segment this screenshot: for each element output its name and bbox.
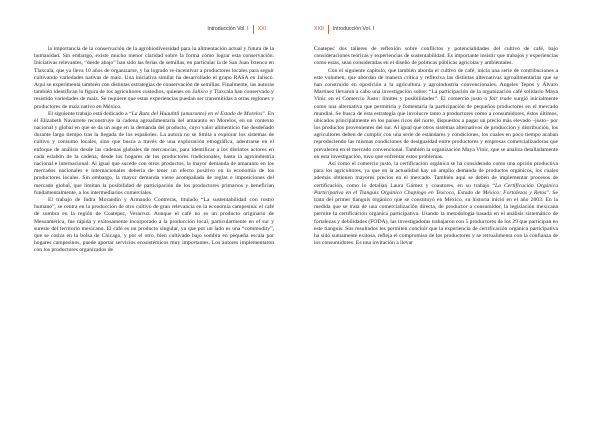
text-run: Coatepec dos talleres de reflexión sobre conflictos y potencialidades del cultivo de café, bajo consideraciones teóricas y experiencias de sustentabilidad. Es importante insistir que trabajos y experiencias como estas, sean consideradas en el diseño de políticas públicas agrícolas y ambientales. [314,46,558,67]
text-run: surgió inicialmente como una alternativa que permitiría y fomentaría la participación de pequeños productores en el mercado mundial. Se busca de esta estrategia que involucre tanto a productores como a consumidores, éstos últimos, ubicados principalmente en los países ricos del norte, dispuestos a pagar un precio más elevado –justo– por los productos provenientes del sur. Al igual que otros sistemas alternativos de producción y distribución, los agricultores deben de cumplir con una serie de estándares y condiciones, los cuales en poco tiempo acaban reproduciendo las mismas condiciones de desigualdad entre productores y empresas comercializadoras que prevalecen en el mercado convencional. También la organización Maya Vinic, que se analiza detalladamente en esta investigación, tuvo que enfrentar estos problemas. [314,96,558,160]
right-body-text [314,46,558,247]
paragraph [314,161,558,247]
page-number: XXI [257,26,266,32]
italic-text: La Certificación Orgánica Participativa en el Tianguis Orgánico Chapingo en Texcoco, Estado de México: Fortalezas y Retos [314,182,558,196]
paragraph [314,46,558,68]
italic-text: Jalisco [192,89,208,96]
text-run: Así como el comercio justo, la certificación orgánica se ha considerado como una opción productiva para los agricultores, ya que en la actualidad hay un amplio demanda de productos orgánicos, los cuales además obtienen mayores precios en el mercado. También aquí se deben de implementar procesos de certificación, como lo detallan Laura Gómez y coautores, en su trabajo “ [314,161,558,189]
text-run: la importancia de la conservación de la agrobiodiversidad para la alimentación actual y futura de la humanidad. Sin embargo, existe mucho menor claridad sobre la forma cómo lograr esta conservación. Iniciativas relevantes, “desde abajo” han sido las ferias de semillas, en particular la de San Juan Ixtenco en Tlaxcala, que ya lleva 10 años de organizarse, y ha logrado re-incentivar a productores locales para seguir cultivando variedades nativas de maíz. Una iniciativa similar ha desarrollado el grupo RASA en Jalisco. Aquí se experimenta también con distintas estrategias de conservación de semillas. Finalmente, las autoras también identifican la figura de los agricultores custodios, quienes en [34,46,274,96]
paragraph [34,111,274,197]
paragraph [34,46,274,111]
paragraph [34,197,274,255]
right-running-head [314,24,374,34]
left-running-head [207,24,266,34]
left-body-text [34,46,274,254]
header-rule [253,25,254,34]
text-run: El trabajo de Indra Morandín y Armando Contreras, titulado “La sustentabilidad con rostro humano”, se centra en la producción de otro cultivo de gran relevancia en la economía campesina: el café de sombra en la región de Coatepec, Veracruz. Aunque el café no es un producto originario de Mesoamérica, fue rápida y exitosamente incorporado a la producción local, particularmente en el sur y sureste del territorio mexicano. El café es un producto singular, ya que por un lado es una “commodity”, que se cotiza en la bolsa de Chicago, y por el otro, bien cultivado bajo sombra en pequeña escala por hogares campesinos, puede aportar servicios ecosistémicos muy importantes. Los autores implementaron con los productores organizados de [34,196,274,254]
paragraph [314,68,558,161]
header-rule [328,25,329,34]
text-run: Con el siguiente capítulo, que también aborda el cultivo de café, inicia una serie de contribuciones a este volumen, que abordan de manera crítica y reflexiva las distintas alternativas agroalimentarias que se han construido en oposición a la agricultura y agroindustria convencionales. Angeles Tepos y Álvaro Martínez llevaron a cabo una investigación sobre: “La participación de la organización café solidario Maya Vinic en el Comercio Justo: límites y posibilidades”. El comercio justo o [314,67,558,103]
text-run: El siguiente trabajo está dedicado a “ [48,110,132,117]
page-number: XXII [314,26,324,32]
running-head-title: Introducción Vol. I [207,26,249,32]
italic-text: fair trade [489,96,512,103]
text-run: y Tlaxcala han conservado y resistido variedades de maíz. Se requiere que estas experiencias puedan ser transmitidas a otras regiones y productores de maíz nativo en México. [34,89,274,110]
right-page [300,0,600,440]
running-head-title: Introducción Vol. I [332,26,375,32]
italic-text: La Ruta del Huauhtli (amaranto) en el Estado de Morelos [131,110,263,117]
text-run: ”. Se trata del primer tianguis orgánico que se constituyó en México, su historia inició en el año 2003. En la medida que se trata de una comercialización directa, de productor a consumidor, la legislación mexicana permite la certificación orgánica participativa. Usando la metodología basada en el análisis sistemático de fortalezas y debilidades (FODA), las investigadoras trabajaron con 5 productores de los 29 que participan en este tianguis. Sus resultados les permiten concluir que la experiencia de certificación orgánica participativa ha sido sumamente exitosa, refleja el compromiso de los productores y se retroalimenta con la confianza de los consumidores. Es una invitación a llevar [314,189,558,247]
text-run: ”. En él Elizabeth Navarrete reconstruye la cadena agroalimentaria del amaranto en Morelos, en un contexto nacional y global en que se da un auge en la demanda del producto, cuyo valor alimenticio fue desdeñado durante largo tiempo tras la llegada de los españoles. La autora no se limita a explorar los sistemas de cultivo y consumo locales, sino que busca a través de una exploración etnográfica, adentrarse en el enfoque de análisis desde las cadenas globales de mercancías, para identificar a los distintos actores en cada eslabón de la cadena, desde los hogares de los productores tradicionales, hasta la agroindustria nacional e internacional. Al igual que sucede con otros productos, la mayor demanda de amaranto en los mercados nacionales e internacionales debería de tener un efecto positivo en la economía de los productores locales. Sin embargo, la mayor demanda viene acompañada de reglas e imposiciones del mercado global, que limitan la posibilidad de participación de los productores primarios y benefician fundamentalmente, a los intermediarios comerciales. [34,110,275,196]
